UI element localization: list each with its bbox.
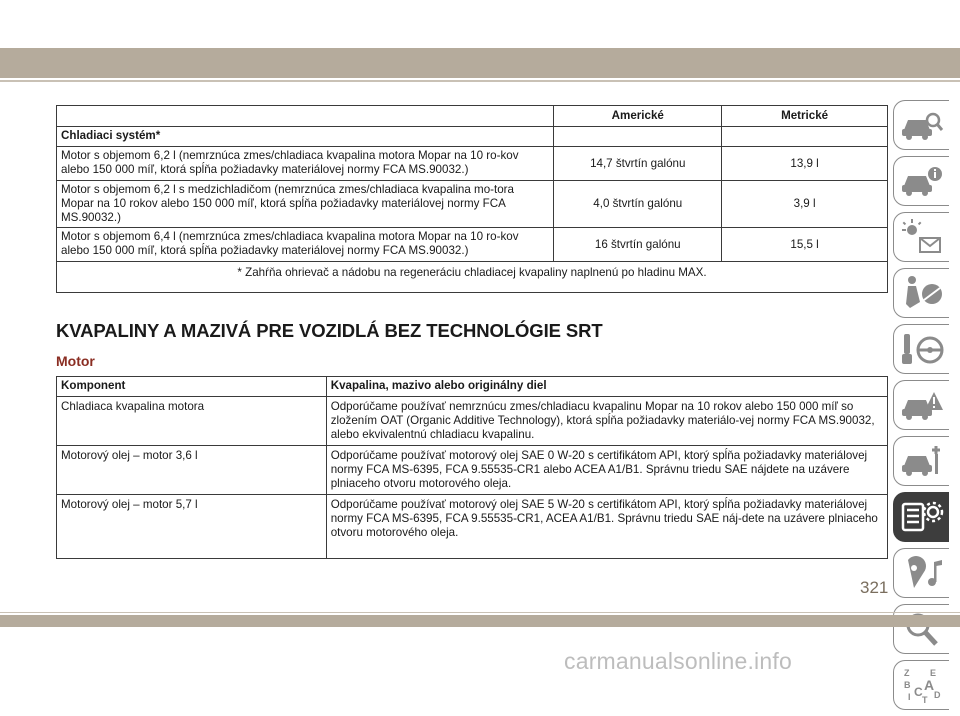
table-row xyxy=(57,228,888,262)
row-component: Motorový olej – motor 3,6 l xyxy=(57,446,327,495)
empty-cell xyxy=(554,127,722,147)
engine-fluids-table xyxy=(56,376,888,559)
row-component: Chladiaca kvapalina motora xyxy=(57,397,327,446)
svg-text:T: T xyxy=(921,695,927,705)
svg-text:I: I xyxy=(907,692,911,702)
chapter-tab-dashboard[interactable] xyxy=(893,212,949,262)
row-us-value: 16 štvrtín galónu xyxy=(554,228,722,262)
svg-text:D: D xyxy=(933,690,940,700)
coolant-capacity-table xyxy=(56,105,888,293)
header-metric: Metrické xyxy=(722,106,888,127)
table-row xyxy=(57,446,888,495)
svg-text:E: E xyxy=(929,668,936,678)
airbag-seat-icon xyxy=(900,274,944,312)
bottom-decor-band xyxy=(0,615,960,627)
svg-text:C: C xyxy=(913,685,923,699)
header-component: Komponent xyxy=(57,377,327,397)
car-warning-triangle-icon xyxy=(900,386,944,424)
header-fluid: Kvapalina, mazivo alebo originálny diel xyxy=(326,377,887,397)
header-us: Americké xyxy=(554,106,722,127)
sub-title: Motor xyxy=(56,353,95,369)
row-description: Motor s objemom 6,2 l (nemrznúca zmes/chladiaca kvapalina motora Mopar na 10 ro-kov alebo 150 000 míľ, ktorá spĺňa požiadavky materiálovej normy FCA MS.90032.) xyxy=(57,147,554,181)
row-us-value: 14,7 štvrtín galónu xyxy=(554,147,722,181)
table-footnote: * Zahŕňa ohrievač a nádobu na regeneráciu chladiacej kvapaliny naplnenú po hladinu MAX. xyxy=(57,262,888,293)
row-fluid: Odporúčame používať nemrznúcu zmes/chladiacu kvapalinu Mopar na 10 rokov alebo 150 000 míľ so zložením OAT (Organic Additive Technology), ktorá spĺňa požiadavky materiálo-vej normy FCA MS.90032, alebo ekvivalentnú chladiacu kvapalinu. xyxy=(326,397,887,446)
top-decor-line xyxy=(0,80,960,82)
car-search-icon xyxy=(900,106,944,144)
alphabet-index-icon xyxy=(900,666,944,704)
top-decor-band xyxy=(0,48,960,78)
row-metric-value: 15,5 l xyxy=(722,228,888,262)
music-nav-icon xyxy=(900,554,944,592)
row-fluid: Odporúčame používať motorový olej SAE 0 W-20 s certifikátom API, ktorý spĺňa požiadavky materiálovej normy FCA MS-6395, FCA 9.55535-CR1 alebo ACEA A1/B1. Správnu triedu SAE nájdete na uzávere plniaceho otvoru motorového oleja. xyxy=(326,446,887,495)
table-section-row xyxy=(57,127,888,147)
row-description: Motor s objemom 6,2 l s medzichladičom (nemrznúca zmes/chladiaca kvapalina mo-tora Mopar na 10 rokov alebo 150 000 míľ, ktorá spĺňa požiadavky materiálovej normy FCA MS.90032.) xyxy=(57,181,554,228)
chapter-tab-car-info[interactable] xyxy=(893,156,949,206)
section-label: Chladiaci systém* xyxy=(57,127,554,147)
table-header-row xyxy=(57,106,888,127)
header-cell-blank xyxy=(57,106,554,127)
watermark: carmanualsonline.info xyxy=(564,648,792,674)
section-title: KVAPALINY A MAZIVÁ PRE VOZIDLÁ BEZ TECHNOLÓGIE SRT xyxy=(56,320,603,341)
chapter-tab-safety[interactable] xyxy=(893,268,949,318)
chapter-tab-multimedia[interactable] xyxy=(893,548,949,598)
svg-text:B: B xyxy=(903,680,910,690)
chapter-tab-emergency[interactable] xyxy=(893,380,949,430)
car-wrench-icon xyxy=(900,442,944,480)
chapter-tab-specifications[interactable] xyxy=(893,492,949,542)
chapter-tab-index[interactable] xyxy=(893,660,949,710)
row-component: Motorový olej – motor 5,7 l xyxy=(57,495,327,559)
row-us-value: 4,0 štvrtín galónu xyxy=(554,181,722,228)
car-info-icon xyxy=(900,162,944,200)
table-row xyxy=(57,181,888,228)
specs-gear-icon xyxy=(900,498,944,536)
table-header-row xyxy=(57,377,888,397)
steering-key-icon xyxy=(900,330,944,368)
table-row xyxy=(57,397,888,446)
chapter-tab-service[interactable] xyxy=(893,436,949,486)
svg-text:A: A xyxy=(923,677,934,693)
row-fluid: Odporúčame používať motorový olej SAE 5 W-20 s certifikátom API, ktorý spĺňa požiadavky materiálovej normy FCA MS-6395, FCA 9.55535-CR1, ACEA A1/B1. Správnu triedu SAE náj-dete na uzávere plniaceho otvoru motorového oleja. xyxy=(326,495,887,559)
chapter-tab-driving[interactable] xyxy=(893,324,949,374)
empty-cell xyxy=(722,127,888,147)
svg-text:Z: Z xyxy=(903,668,909,678)
row-metric-value: 13,9 l xyxy=(722,147,888,181)
dashboard-warning-icon xyxy=(900,218,944,256)
page-number: 321 xyxy=(860,578,889,597)
table-note-row xyxy=(57,262,888,293)
bottom-decor-line xyxy=(0,612,960,613)
table-row xyxy=(57,147,888,181)
row-description: Motor s objemom 6,4 l (nemrznúca zmes/chladiaca kvapalina motora Mopar na 10 ro-kov alebo 150 000 míľ, ktorá spĺňa požiadavky materiálovej normy FCA MS.90032.) xyxy=(57,228,554,262)
row-metric-value: 3,9 l xyxy=(722,181,888,228)
chapter-tab-car-search[interactable] xyxy=(893,100,949,150)
table-row xyxy=(57,495,888,559)
